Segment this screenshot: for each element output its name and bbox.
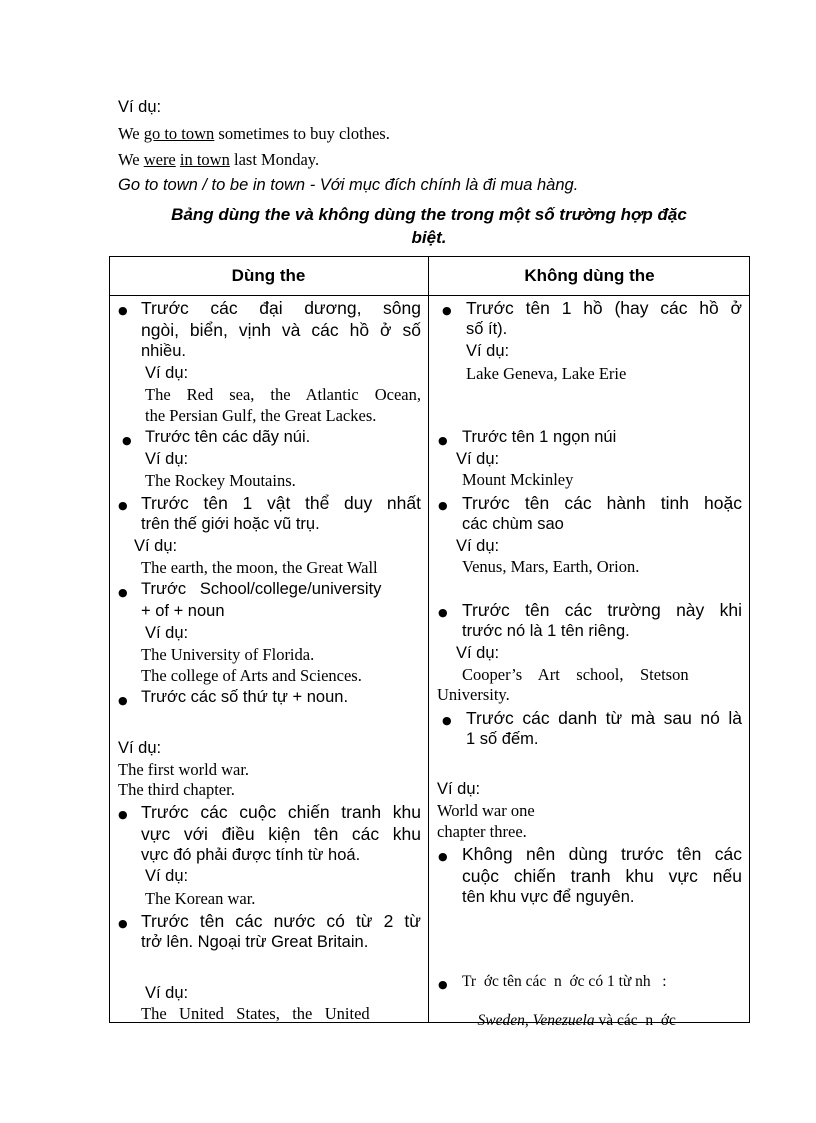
left-b5-example-1: The first world war. — [118, 760, 250, 779]
left-b5-example-2: The third chapter. — [118, 780, 235, 799]
bullet-icon: ● — [118, 694, 128, 707]
left-b6-line-2: vực với điều kiện tên các khu — [141, 824, 421, 844]
left-b1-line-3: nhiều. — [141, 342, 186, 360]
right-b5-line-1: Trước các danh từ mà sau nó là — [466, 708, 742, 728]
table-title-line-2: biệt. — [411, 228, 447, 247]
right-b5-example-2: chapter three. — [437, 822, 527, 841]
right-b1-line-2: số ít). — [466, 320, 508, 338]
left-b1-vidu: Ví dụ: — [145, 364, 189, 382]
bullet-icon: ● — [442, 714, 452, 727]
bullet-icon: ● — [122, 434, 132, 447]
example-text: We — [118, 150, 144, 169]
right-b6-line-1: Không nên dùng trước tên các — [462, 844, 742, 864]
left-b2-line-1: Trước tên các dãy núi. — [145, 428, 311, 446]
left-b1-line-1: Trước các đại dương, sông — [141, 298, 421, 318]
left-b6-line-1: Trước các cuộc chiến tranh khu — [141, 802, 421, 822]
right-b7-line-2 — [462, 994, 676, 1048]
left-b4-example-1: The University of Florida. — [141, 645, 315, 664]
country-names: Sweden, Venezuela — [477, 1012, 595, 1029]
left-b4-line-2: + of + noun — [141, 602, 225, 620]
right-b4-vidu: Ví dụ: — [456, 644, 500, 662]
bullet-icon: ● — [438, 850, 448, 863]
right-b4-example-2: University. — [437, 685, 510, 704]
intro-note: Go to town / to be in town - Với mục đích chính là đi mua hàng. — [118, 176, 579, 194]
bullet-icon: ● — [438, 978, 448, 991]
table-column-divider — [428, 256, 429, 1023]
left-b3-line-1: Trước tên 1 vật thể duy nhất — [141, 493, 421, 513]
table-header-divider — [109, 295, 750, 296]
left-b7-line-1: Trước tên các nước có từ 2 từ — [141, 911, 421, 931]
right-b6-line-3: tên khu vực để nguyên. — [462, 888, 635, 906]
left-b5-line-1: Trước các số thứ tự + noun. — [141, 688, 349, 706]
right-b4-line-1: Trước tên các trường này khi — [462, 600, 742, 620]
example-text: sometimes to buy clothes. — [214, 124, 390, 143]
left-b1-example-2: the Persian Gulf, the Great Lackes. — [145, 406, 377, 425]
bullet-icon: ● — [118, 304, 128, 317]
right-b2-line-1: Trước tên 1 ngọn núi — [462, 428, 617, 446]
left-b2-example-1: The Rockey Moutains. — [145, 471, 296, 490]
left-b3-vidu: Ví dụ: — [134, 537, 178, 555]
bullet-icon: ● — [438, 499, 448, 512]
left-b7-line-2: trở lên. Ngoại trừ Great Britain. — [141, 933, 369, 951]
left-b4-line-1: Trước School/college/university — [141, 580, 382, 598]
right-b5-example-1: World war one — [437, 801, 535, 820]
right-b2-vidu: Ví dụ: — [456, 450, 500, 468]
intro-vidu-label: Ví dụ: — [118, 98, 162, 116]
left-b7-vidu: Ví dụ: — [145, 984, 189, 1002]
example-text: last Monday. — [229, 150, 320, 169]
left-b4-example-2: The college of Arts and Sciences. — [141, 666, 362, 685]
intro-example-2 — [118, 150, 319, 170]
right-b5-line-2: 1 số đếm. — [466, 730, 539, 748]
left-b3-line-2: trên thế giới hoặc vũ trụ. — [141, 515, 320, 533]
example-underlined: go to town — [143, 124, 215, 143]
right-b7-line-1: Tr ớc tên các n ớc có 1 từ nh : — [462, 973, 667, 990]
left-b3-example-1: The earth, the moon, the Great Wall — [141, 558, 378, 577]
bullet-icon: ● — [118, 917, 128, 930]
left-b1-example-1: The Red sea, the Atlantic Ocean, — [145, 385, 421, 404]
bullet-icon: ● — [118, 808, 128, 821]
right-b6-line-2: cuộc chiến tranh khu vực nếu — [462, 866, 742, 886]
left-b6-line-3: vực đó phải được tính từ hoá. — [141, 846, 361, 864]
left-b4-vidu: Ví dụ: — [145, 624, 189, 642]
example-text: We — [118, 124, 144, 143]
intro-example-1 — [118, 124, 390, 144]
right-b4-example-1: Cooper’s Art school, Stetson — [462, 665, 689, 684]
bullet-icon: ● — [442, 304, 452, 317]
bullet-icon: ● — [118, 586, 128, 599]
right-b3-example-1: Venus, Mars, Earth, Orion. — [462, 557, 640, 576]
left-b5-vidu: Ví dụ: — [118, 739, 162, 757]
left-b1-line-2: ngòi, biển, vịnh và các hồ ở số — [141, 320, 421, 340]
right-b3-line-2: các chùm sao — [462, 515, 564, 533]
right-b1-vidu: Ví dụ: — [466, 342, 510, 360]
left-b6-vidu: Ví dụ: — [145, 867, 189, 885]
right-b3-vidu: Ví dụ: — [456, 537, 500, 555]
table-title-line-1: Bảng dùng the và không dùng the trong một số trường hợp đặc — [171, 205, 687, 224]
bullet-icon: ● — [438, 434, 448, 447]
right-b1-line-1: Trước tên 1 hồ (hay các hồ ở — [466, 298, 742, 318]
right-b4-line-2: trước nó là 1 tên riêng. — [462, 622, 630, 640]
right-b2-example-1: Mount Mckinley — [462, 470, 574, 489]
bullet-icon: ● — [118, 499, 128, 512]
example-underlined: in town — [179, 150, 230, 169]
example-underlined: were — [143, 150, 176, 169]
right-b1-example-1: Lake Geneva, Lake Erie — [466, 364, 627, 383]
trailing-text: và các n ớc — [594, 1012, 676, 1029]
left-b2-vidu: Ví dụ: — [145, 450, 189, 468]
header-khong-dung-the: Không dùng the — [524, 266, 655, 285]
right-b3-line-1: Trước tên các hành tinh hoặc — [462, 493, 742, 513]
left-b6-example-1: The Korean war. — [145, 889, 256, 908]
header-dung-the: Dùng the — [231, 266, 306, 285]
bullet-icon: ● — [438, 606, 448, 619]
left-b7-example-1: The United States, the United — [141, 1004, 370, 1023]
right-b5-vidu: Ví dụ: — [437, 780, 481, 798]
